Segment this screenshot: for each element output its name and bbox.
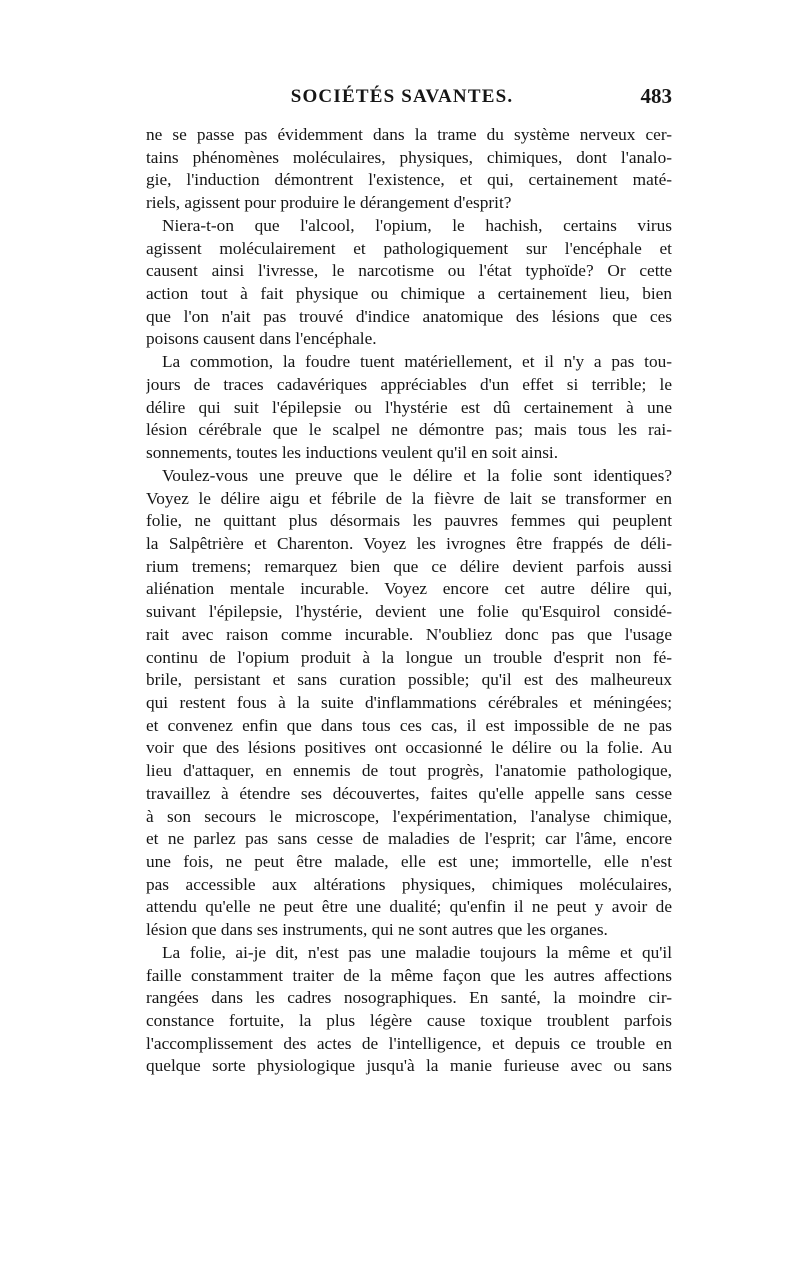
text-line: Voyez le délire aigu et fébrile de la fièvre de lait se transformer en — [146, 488, 672, 508]
text-line: aliénation mentale incurable. Voyez encore cet autre délire qui, — [146, 579, 672, 599]
text-line: pas accessible aux altérations physiques, chimiques moléculaires, — [146, 874, 672, 894]
text-line: agissent moléculairement et pathologiquement sur l'encéphale et — [146, 238, 672, 258]
text-line: Voulez-vous une preuve que le délire et la folie sont identiques? — [162, 465, 672, 485]
text-line: attendu qu'elle ne peut être une dualité; qu'enfin il ne peut y avoir de — [146, 897, 672, 917]
text-line: l'accomplissement des actes de l'intelligence, et depuis ce trouble en — [146, 1033, 672, 1053]
text-line: que l'on n'ait pas trouvé d'indice anatomique des lésions que ces — [146, 306, 672, 326]
text-line: sonnements, toutes les inductions veulent qu'il en soit ainsi. — [146, 443, 559, 463]
text-line: folie, ne quittant plus désormais les pauvres femmes qui peuplent — [146, 511, 672, 531]
text-line: et ne parlez pas sans cesse de maladies de l'esprit; car l'âme, encore — [146, 829, 672, 849]
text-line: rium tremens; remarquez bien que ce délire devient parfois aussi — [146, 556, 672, 576]
text-line: qui restent fous à la suite d'inflammations cérébrales et méningées; — [146, 692, 672, 712]
text-line: suivant l'épilepsie, l'hystérie, devient une folie qu'Esquirol considé- — [146, 602, 672, 622]
text-line: une fois, ne peut être malade, elle est une; immortelle, elle n'est — [146, 852, 672, 871]
text-line: rait avec raison comme incurable. N'oubliez donc pas que l'usage — [146, 624, 672, 644]
text-line: brile, persistant et sans curation possible; qu'il est des malheureux — [146, 670, 672, 690]
text-line: constance fortuite, la plus légère cause toxique troublent parfois — [146, 1011, 672, 1031]
text-line: action tout à fait physique ou chimique a certainement lieu, bien — [146, 284, 672, 304]
running-title: SOCIÉTÉS SAVANTES. — [290, 86, 514, 107]
text-line: riels, agissent pour produire le dérangement d'esprit? — [146, 193, 512, 213]
text-line: gie, l'induction démontrent l'existence, et qui, certainement maté- — [146, 170, 672, 190]
text-line: rangées dans les cadres nosographiques. En santé, la moindre cir- — [146, 988, 672, 1008]
text-line: voir que des lésions positives ont occasionné le délire ou la folie. Au — [146, 738, 672, 758]
text-line: continu de l'opium produit à la longue un trouble d'esprit non fé- — [146, 647, 672, 667]
page-number: 483 — [640, 84, 672, 108]
text-line: la Salpêtrière et Charenton. Voyez les ivrognes être frappés de déli- — [146, 533, 672, 553]
text-line: lieu d'attaquer, en ennemis de tout progrès, l'anatomie pathologique, — [146, 761, 672, 781]
text-line: lésion cérébrale que le scalpel ne démontre pas; mais tous les rai- — [146, 420, 672, 440]
text-line: lésion que dans ses instruments, qui ne sont autres que les organes. — [146, 920, 608, 940]
text-line: tains phénomènes moléculaires, physiques, chimiques, dont l'analo- — [146, 147, 672, 167]
text-line: La commotion, la foudre tuent matériellement, et il n'y a pas tou- — [162, 352, 672, 372]
text-line: poisons causent dans l'encéphale. — [146, 329, 377, 349]
text-line: délire qui suit l'épilepsie ou l'hystérie est dû certainement à une — [146, 397, 672, 417]
text-line: Niera-t-on que l'alcool, l'opium, le hachish, certains virus — [162, 215, 672, 235]
body-text — [146, 124, 672, 1078]
page-header — [132, 86, 672, 116]
text-line: quelque sorte physiologique jusqu'à la manie furieuse avec ou sans — [146, 1056, 672, 1076]
text-line: faille constamment traiter de la même façon que les autres affections — [146, 965, 672, 985]
text-line: La folie, ai-je dit, n'est pas une maladie toujours la même et qu'il — [162, 942, 672, 962]
text-line: à son secours le microscope, l'expérimentation, l'analyse chimique, — [146, 806, 672, 826]
text-line: et convenez enfin que dans tous ces cas, il est impossible de ne pas — [146, 715, 672, 735]
text-line: travaillez à étendre ses découvertes, faites qu'elle appelle sans cesse — [146, 783, 672, 803]
text-line: ne se passe pas évidemment dans la trame du système nerveux cer- — [146, 125, 672, 144]
text-line: causent ainsi l'ivresse, le narcotisme ou l'état typhoïde? Or cette — [146, 261, 672, 281]
text-line: jours de traces cadavériques appréciables d'un effet si terrible; le — [146, 374, 672, 394]
